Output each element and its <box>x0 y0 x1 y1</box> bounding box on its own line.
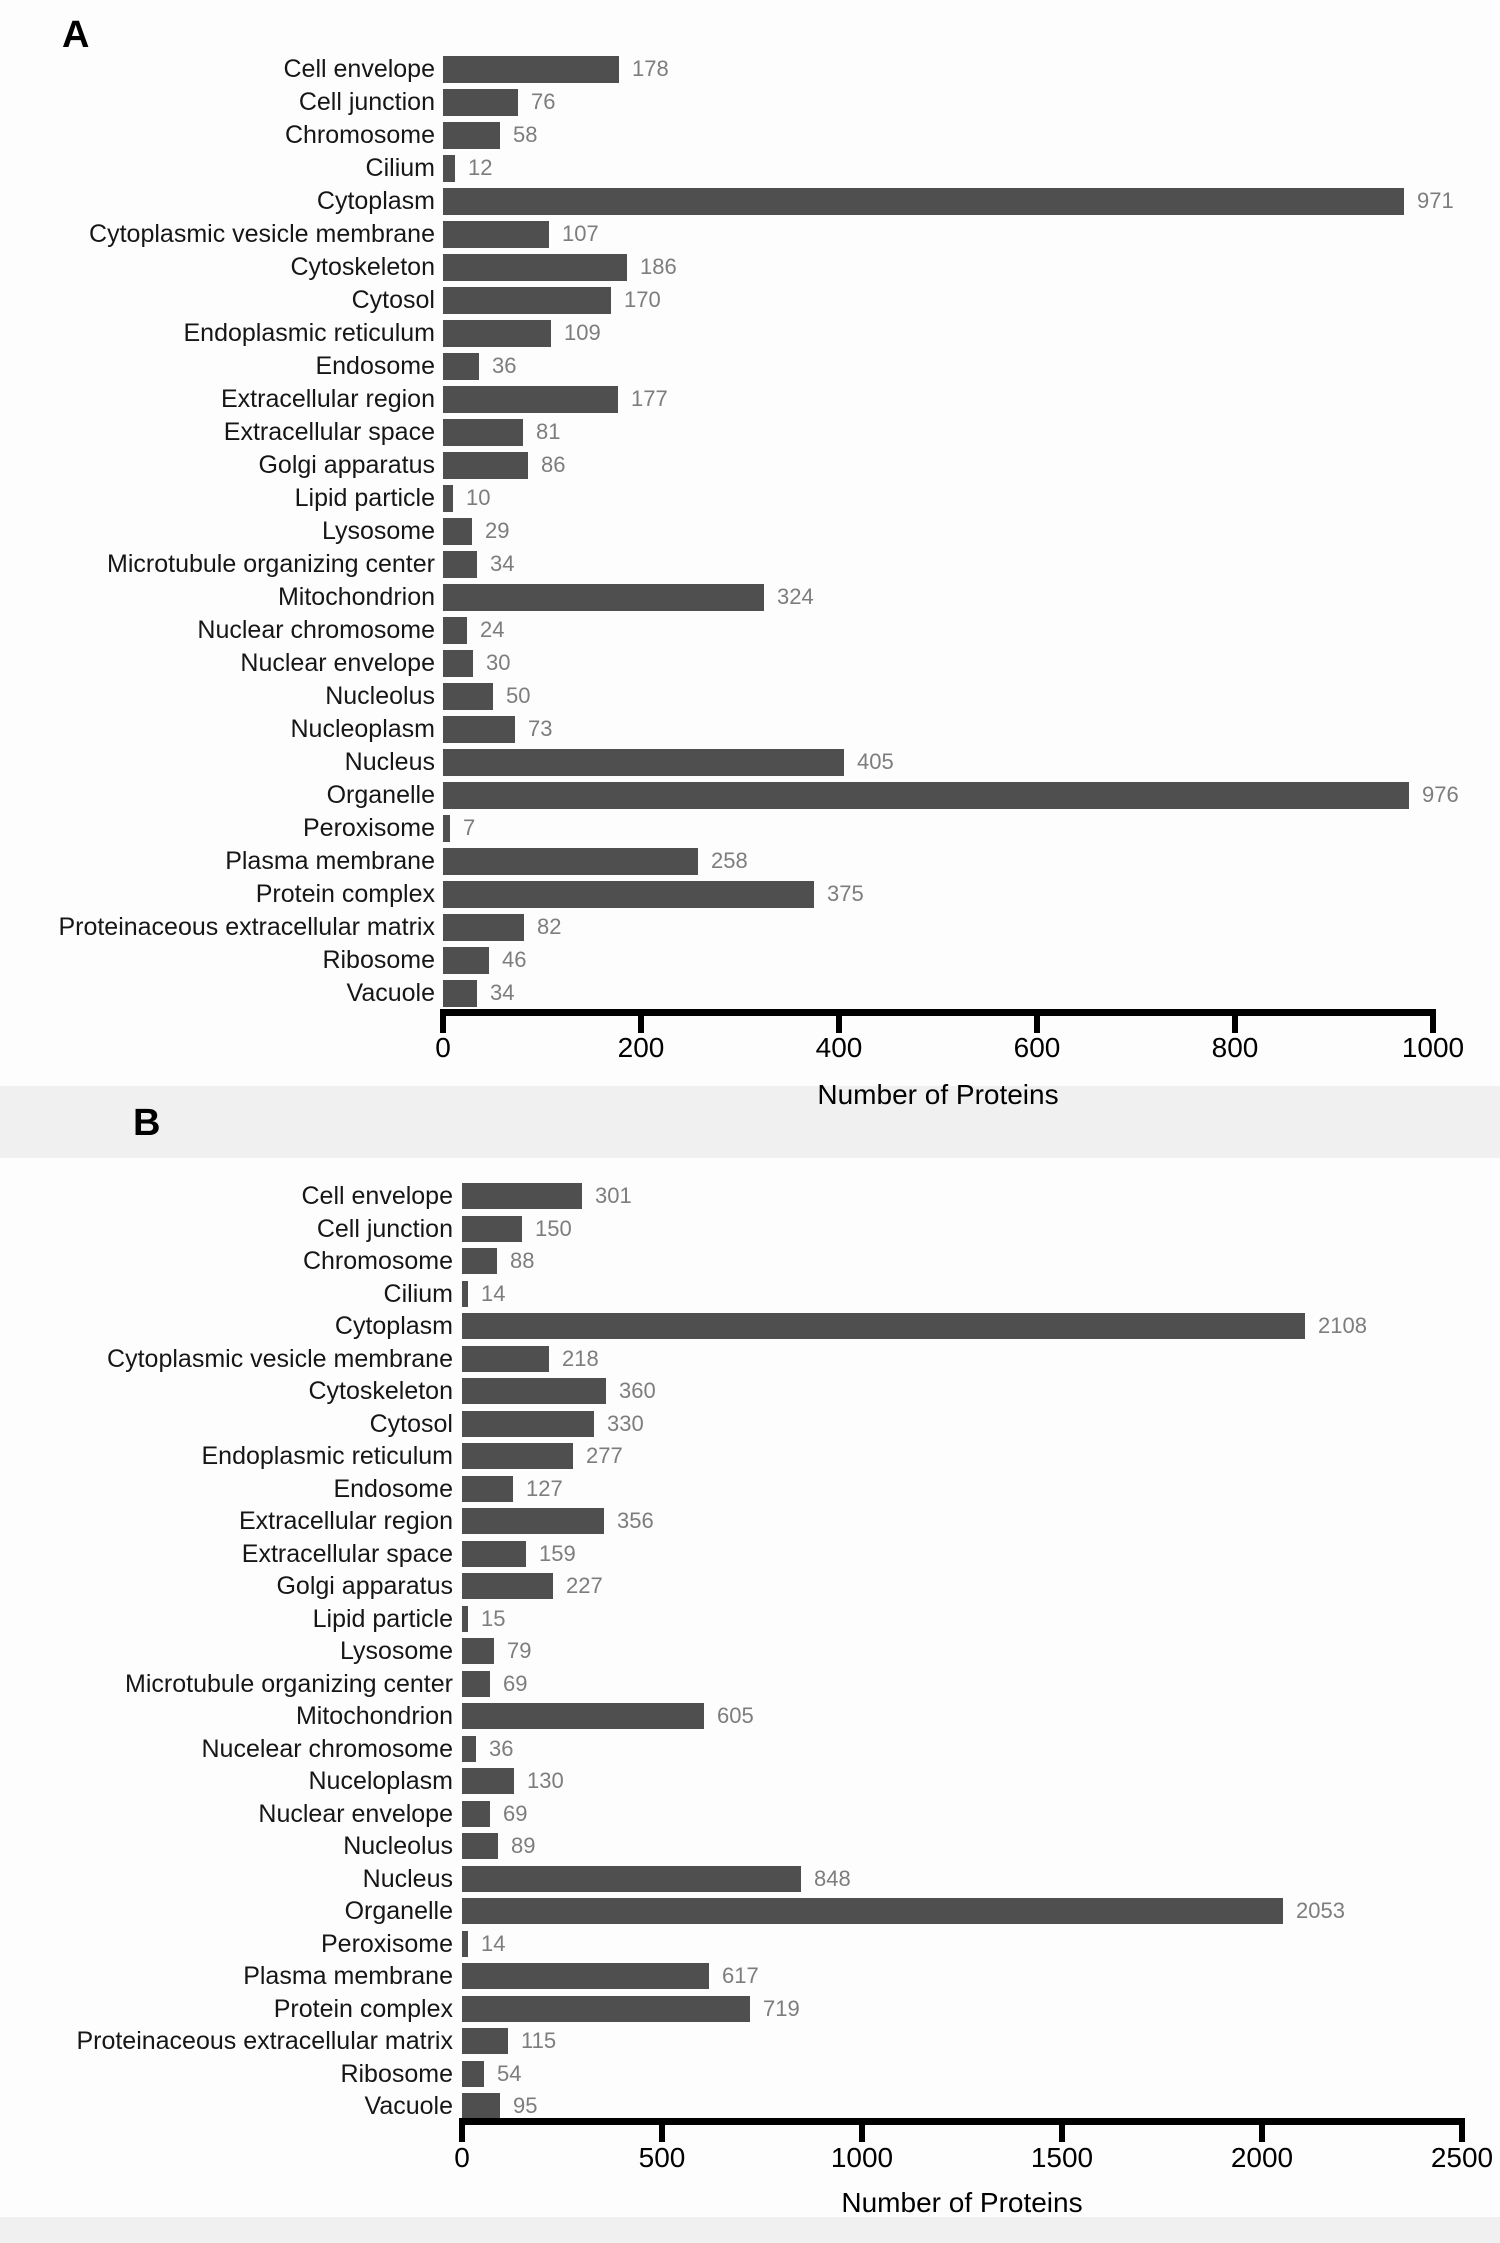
value-label: 88 <box>510 1248 535 1273</box>
category-label: Golgi apparatus <box>258 451 435 479</box>
value-label: 2053 <box>1296 1898 1345 1923</box>
value-label: 24 <box>480 617 505 642</box>
x-axis-tick-label: 800 <box>1211 1032 1259 1063</box>
value-label: 159 <box>539 1540 576 1566</box>
value-label: 177 <box>631 386 668 411</box>
panel-b-letter: B <box>133 1102 161 1144</box>
bar <box>462 1378 606 1404</box>
x-axis-tick <box>1232 1016 1238 1033</box>
x-axis-tick <box>459 2125 465 2142</box>
x-axis-title: Number of Proteins <box>817 1079 1059 1110</box>
category-label: Lipid particle <box>294 484 435 512</box>
value-label: 127 <box>526 1475 563 1501</box>
bar <box>462 2093 500 2119</box>
x-axis-tick-label: 600 <box>1013 1032 1061 1063</box>
category-label: Cilium <box>365 154 435 182</box>
value-label: 34 <box>490 980 515 1005</box>
x-axis-tick <box>638 1016 644 1033</box>
value-label: 324 <box>777 584 814 609</box>
value-label: 30 <box>486 650 511 675</box>
category-label: Extracellular space <box>223 418 435 446</box>
bar <box>462 1801 490 1827</box>
category-label: Chromosome <box>284 121 435 149</box>
bar <box>462 1216 522 1242</box>
bar <box>443 815 450 842</box>
x-axis-title: Number of Proteins <box>841 2187 1083 2218</box>
category-label: Chromosome <box>302 1247 453 1275</box>
value-label: 109 <box>564 320 601 345</box>
x-axis-tick-label: 200 <box>617 1032 665 1063</box>
x-axis-tick <box>1459 2125 1465 2142</box>
category-label: Extracellular region <box>239 1507 453 1535</box>
bar <box>443 353 479 380</box>
category-label: Protein complex <box>255 880 435 908</box>
value-label: 54 <box>497 2060 522 2086</box>
category-label: Golgi apparatus <box>276 1572 453 1600</box>
value-label: 2108 <box>1318 1313 1367 1338</box>
category-label: Lysosome <box>321 517 435 545</box>
bar <box>443 485 453 512</box>
category-label: Proteinaceous extracellular matrix <box>76 2027 453 2055</box>
bar <box>462 1313 1305 1339</box>
x-axis-line <box>459 2118 1465 2125</box>
value-label: 301 <box>595 1183 632 1208</box>
bar <box>443 221 549 248</box>
x-axis-tick-label: 1000 <box>1401 1032 1465 1063</box>
value-label: 36 <box>489 1735 514 1761</box>
x-axis-tick <box>1430 1016 1436 1033</box>
category-label: Ribosome <box>340 2059 453 2088</box>
value-label: 34 <box>490 551 515 576</box>
bar <box>443 947 489 974</box>
x-axis-tick <box>1259 2125 1265 2142</box>
value-label: 107 <box>562 221 599 246</box>
bar <box>462 2061 484 2087</box>
category-label: Cytoskeleton <box>308 1377 453 1405</box>
value-label: 848 <box>814 1865 851 1891</box>
category-label: Lysosome <box>339 1637 453 1665</box>
bar <box>443 914 524 941</box>
category-label: Endoplasmic reticulum <box>183 319 435 347</box>
category-label: Organelle <box>344 1897 453 1925</box>
value-label: 36 <box>492 353 517 378</box>
value-label: 605 <box>717 1703 754 1728</box>
category-label: Cytoplasmic vesicle membrane <box>89 220 435 248</box>
value-label: 115 <box>521 2028 557 2053</box>
bar <box>462 1346 549 1372</box>
value-label: 617 <box>722 1963 759 1988</box>
category-label: Nucelear chromosome <box>201 1734 453 1763</box>
category-label: Endosome <box>315 352 435 380</box>
bar <box>443 584 764 611</box>
category-label: Mitochondrion <box>295 1702 453 1730</box>
value-label: 178 <box>632 56 669 81</box>
category-label: Plasma membrane <box>243 1962 453 1990</box>
value-label: 95 <box>513 2093 538 2118</box>
x-axis-tick-label: 500 <box>638 2142 686 2173</box>
category-label: Cell envelope <box>283 55 435 83</box>
value-label: 10 <box>466 485 491 510</box>
x-axis-tick <box>859 2125 865 2142</box>
bar <box>443 320 551 347</box>
value-label: 29 <box>485 518 510 543</box>
value-label: 971 <box>1417 188 1454 213</box>
x-axis-tick <box>836 1016 842 1033</box>
x-axis-tick-label: 0 <box>435 1032 451 1063</box>
category-label: Cytoplasmic vesicle membrane <box>107 1344 453 1373</box>
category-label: Nucleus <box>344 748 435 776</box>
category-label: Microtubule organizing center <box>125 1669 453 1698</box>
x-axis-line <box>440 1009 1436 1016</box>
x-axis-tick-label: 0 <box>454 2142 470 2173</box>
bar <box>462 1476 513 1502</box>
category-label: Cytosol <box>351 286 435 314</box>
bar <box>443 122 500 149</box>
value-label: 89 <box>511 1833 536 1858</box>
bar <box>462 1573 553 1599</box>
panel-a-letter: A <box>62 14 90 56</box>
value-label: 976 <box>1422 782 1459 807</box>
bar <box>443 881 814 908</box>
value-label: 58 <box>513 122 538 147</box>
category-label: Nuceloplasm <box>308 1767 453 1795</box>
x-axis-tick <box>1034 1016 1040 1033</box>
bar <box>443 452 528 479</box>
bar <box>462 1541 526 1567</box>
category-label: Nucleoplasm <box>290 715 435 743</box>
bar <box>443 287 611 314</box>
bottom-band <box>0 2217 1500 2243</box>
value-label: 719 <box>763 1995 800 2021</box>
value-label: 405 <box>857 749 894 774</box>
category-label: Cytoskeleton <box>290 253 435 281</box>
category-label: Protein complex <box>273 1994 453 2023</box>
bar <box>462 1606 468 1632</box>
value-label: 170 <box>624 287 661 312</box>
value-label: 150 <box>535 1215 572 1241</box>
bar <box>443 188 1404 215</box>
bar <box>462 1248 497 1274</box>
x-axis-tick-label: 1000 <box>830 2142 894 2173</box>
category-label: Endoplasmic reticulum <box>201 1442 453 1470</box>
bar <box>443 89 518 116</box>
value-label: 360 <box>619 1378 656 1403</box>
category-label: Vacuole <box>364 2092 453 2120</box>
bar <box>462 1443 573 1469</box>
value-label: 330 <box>607 1410 644 1436</box>
bar <box>462 1996 750 2022</box>
value-label: 7 <box>463 815 476 840</box>
value-label: 12 <box>468 155 493 180</box>
bar <box>462 1833 498 1859</box>
category-label: Nucleolus <box>325 682 435 710</box>
bar <box>443 980 477 1007</box>
value-label: 73 <box>528 716 553 741</box>
x-axis-tick-label: 2500 <box>1430 2142 1494 2173</box>
category-label: Peroxisome <box>303 814 435 842</box>
category-label: Mitochondrion <box>277 583 435 611</box>
bar <box>443 155 455 182</box>
category-label: Nucleolus <box>343 1832 453 1860</box>
bar <box>443 254 627 281</box>
value-label: 50 <box>506 683 531 708</box>
value-label: 14 <box>481 1280 506 1306</box>
value-label: 356 <box>617 1508 654 1533</box>
category-label: Plasma membrane <box>225 847 435 875</box>
category-label: Lipid particle <box>312 1604 453 1633</box>
category-label: Organelle <box>326 781 435 809</box>
value-label: 258 <box>711 848 748 873</box>
bar <box>462 1898 1283 1924</box>
value-label: 82 <box>537 914 562 939</box>
category-label: Vacuole <box>346 979 435 1007</box>
category-label: Cell junction <box>298 88 435 116</box>
bar <box>443 56 619 83</box>
value-label: 15 <box>481 1605 506 1631</box>
bar <box>462 1281 468 1307</box>
value-label: 46 <box>502 947 527 972</box>
bar <box>462 1931 468 1957</box>
bar <box>462 1736 476 1762</box>
bar <box>443 848 698 875</box>
bar <box>462 1768 514 1794</box>
category-label: Cytoplasm <box>316 187 435 215</box>
bar <box>462 1866 801 1892</box>
bar <box>443 749 844 776</box>
category-label: Cell junction <box>316 1214 453 1243</box>
x-axis-tick <box>659 2125 665 2142</box>
value-label: 69 <box>503 1800 528 1826</box>
value-label: 375 <box>827 881 864 906</box>
category-label: Microtubule organizing center <box>107 550 435 578</box>
category-label: Extracellular space <box>241 1539 453 1568</box>
value-label: 79 <box>507 1638 532 1663</box>
category-label: Nuclear envelope <box>240 649 435 677</box>
bar <box>462 1411 594 1437</box>
bar <box>443 419 523 446</box>
bar <box>443 518 472 545</box>
category-label: Ribosome <box>322 946 435 974</box>
bar <box>462 1638 494 1664</box>
x-axis-tick-label: 2000 <box>1230 2142 1294 2173</box>
value-label: 76 <box>531 89 556 114</box>
bar <box>462 1508 604 1534</box>
value-label: 69 <box>503 1670 528 1696</box>
category-label: Endosome <box>333 1474 453 1503</box>
value-label: 81 <box>536 419 561 444</box>
category-label: Extracellular region <box>221 385 435 413</box>
value-label: 227 <box>566 1573 603 1598</box>
category-label: Nuclear chromosome <box>197 616 435 644</box>
x-axis-tick-label: 1500 <box>1030 2142 1094 2173</box>
bar <box>443 782 1409 809</box>
bar <box>443 551 477 578</box>
x-axis-tick <box>440 1016 446 1033</box>
bar <box>462 1703 704 1729</box>
bar <box>462 1963 709 1989</box>
category-label: Cell envelope <box>301 1182 453 1210</box>
bar <box>443 617 467 644</box>
value-label: 277 <box>586 1443 623 1468</box>
category-label: Nuclear envelope <box>258 1799 453 1828</box>
bar <box>462 1183 582 1209</box>
bar <box>443 650 473 677</box>
bar <box>443 683 493 710</box>
value-label: 130 <box>527 1768 564 1793</box>
bar <box>462 1671 490 1697</box>
value-label: 218 <box>562 1345 599 1371</box>
category-label: Proteinaceous extracellular matrix <box>58 913 435 941</box>
category-label: Cytoplasm <box>334 1312 453 1340</box>
bar <box>462 2028 508 2054</box>
bar <box>443 386 618 413</box>
category-label: Peroxisome <box>321 1929 453 1958</box>
category-label: Cilium <box>383 1279 453 1308</box>
x-axis-tick-label: 400 <box>815 1032 863 1063</box>
category-label: Cytosol <box>369 1409 453 1438</box>
category-label: Nucleus <box>362 1864 453 1893</box>
value-label: 186 <box>640 254 677 279</box>
value-label: 14 <box>481 1930 506 1956</box>
x-axis-tick <box>1059 2125 1065 2142</box>
bar <box>443 716 515 743</box>
value-label: 86 <box>541 452 566 477</box>
